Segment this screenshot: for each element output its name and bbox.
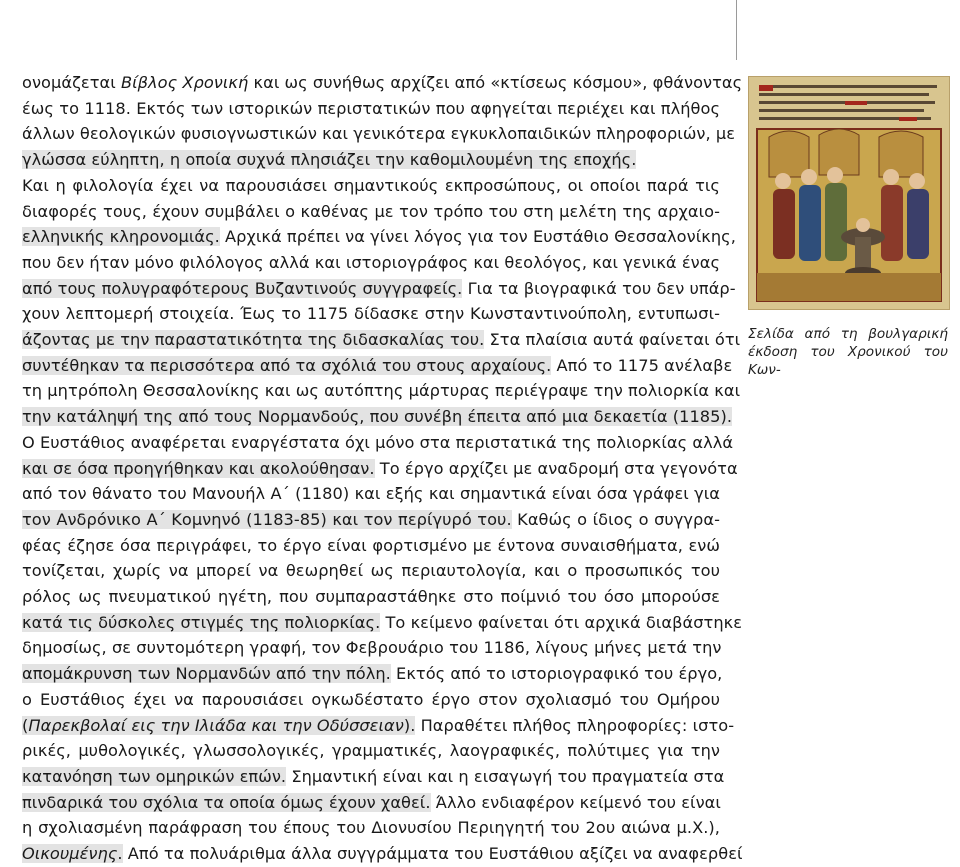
text-line xyxy=(22,121,736,147)
text-run: Βίβλος Χρονική xyxy=(120,73,249,92)
text-line xyxy=(22,713,735,739)
text-run: Από το 1175 ανέλαβε xyxy=(551,355,733,375)
highlighted-text: γλώσσα εύληπτη, η οποία συχνά πλησιάζει την καθομιλουμένη της εποχής. xyxy=(22,150,637,170)
text-line xyxy=(22,378,741,404)
text-line xyxy=(22,815,720,841)
text-run: διαφορές τους, έχουν συμβάλει ο καθένας με τον τρόπο του στη μελέτη της αρχαιο- xyxy=(22,201,720,221)
text-run: ο Ευστάθιος έχει να παρουσιάσει ογκωδέστατο έργο στον σχολιασμό του Ομήρου xyxy=(22,689,720,709)
text-line xyxy=(22,353,733,379)
highlighted-text: την κατάληψή της από τους Νορμανδούς, που συνέβη έπειτα από μια δεκαετία (1185). xyxy=(22,407,733,427)
highlighted-text: κατά τις δύσκολες στιγμές της πολιορκίας. xyxy=(22,612,381,632)
caption-line-2: έκδοση του Χρονικού του Κων- xyxy=(748,344,948,378)
highlighted-text: άζοντας με την παραστατικότητα της διδασκαλίας του. xyxy=(22,330,485,350)
text-line xyxy=(22,790,720,816)
text-run: Από τα πολυάριθμα άλλα συγγράμματα του Ευστάθιου αξίζει να αναφερθεί xyxy=(122,844,743,864)
highlighted-text: ). xyxy=(403,715,416,735)
highlighted-text: Οικουμένης xyxy=(22,844,118,864)
caption-line-1: Σελίδα από τη βουλγαρική xyxy=(748,326,948,342)
text-line xyxy=(22,610,743,636)
text-run: Άλλο ενδιαφέρον κείμενό του είναι xyxy=(430,792,721,812)
text-run: φέας έζησε όσα περιγράφει, το έργο είναι φορτισμένο με έντονα συναισθήματα, ενώ xyxy=(22,535,720,555)
text-run: που δεν ήταν μόνο φιλόλογος αλλά και ιστοριογράφος και θεολόγος, και γενικά ένας xyxy=(22,252,720,272)
text-run: Το έργο αρχίζει με αναδρομή στα γεγονότα xyxy=(374,458,738,478)
text-run: Ο Ευστάθιος αναφέρεται εναργέστατα όχι μόνο στα περιστατικά της πολιορκίας αλλά xyxy=(22,432,734,452)
highlighted-text: πινδαρικά του σχόλια τα οποία όμως έχουν χαθεί. xyxy=(22,792,431,812)
text-line xyxy=(22,276,736,302)
text-run: έως το 1118. Εκτός των ιστορικών περιστατικών που αφηγείται περιέχει και πλήθος xyxy=(22,98,720,118)
text-run: Σημαντική είναι και η εισαγωγή του πραγματεία στα xyxy=(286,766,725,786)
text-run: Και η φιλολογία έχει να παρουσιάσει σημαντικούς εκπροσώπους, οι οποίοι παρά τις xyxy=(22,175,720,195)
text-line xyxy=(22,70,743,96)
text-line xyxy=(22,481,720,507)
text-run: δημοσίως, σε συντομότερη γραφή, τον Φεβρουάριο του 1186, λίγους μήνες μετά την xyxy=(22,638,722,658)
highlighted-text: ( xyxy=(22,715,29,735)
text-line xyxy=(22,764,725,790)
text-run: Το κείμενο φαίνεται ότι αρχικά διαβάστηκε xyxy=(380,612,743,632)
text-run: τη μητρόπολη Θεσσαλονίκης και ως αυτόπτης μάρτυρας περιέγραψε την πολιορκία και xyxy=(22,381,741,401)
highlighted-text: . xyxy=(117,844,123,864)
text-line xyxy=(22,738,720,764)
text-line xyxy=(22,327,741,353)
text-line xyxy=(22,661,723,687)
highlighted-text: από τους πολυγραφότερους Βυζαντινούς συγγραφείς. xyxy=(22,278,463,298)
text-run: και ως συνήθως αρχίζει από «κτίσεως κόσμου», φθάνοντας xyxy=(248,73,743,92)
text-run: ρικές, μυθολογικές, γλωσσολογικές, γραμματικές, λαογραφικές, πολύτιμες για την xyxy=(22,741,720,761)
manuscript-miniature-image xyxy=(749,77,949,309)
text-line xyxy=(22,841,743,867)
text-line xyxy=(22,199,720,225)
text-line xyxy=(22,584,720,610)
text-run: τονίζεται, χωρίς να μπορεί να θεωρηθεί ως περιαυτολογία, και ο προσωπικός του xyxy=(22,561,720,581)
text-run: Στα πλαίσια αυτά φαίνεται ότι xyxy=(484,330,741,350)
text-line xyxy=(22,456,738,482)
text-run: Αρχικά πρέπει να γίνει λόγος για τον Ευστάθιο Θεσσαλονίκης, xyxy=(219,227,736,247)
text-run: Για τα βιογραφικά του δεν υπάρ- xyxy=(462,278,736,298)
text-run: Παραθέτει πλήθος πληροφορίες: ιστο- xyxy=(415,715,735,735)
text-run: Καθώς ο ίδιος ο συγγρα- xyxy=(511,509,720,529)
text-run: από τον θάνατο του Μανουήλ Α΄ (1180) και εξής και σημαντικά είναι όσα γράφει για xyxy=(22,484,720,504)
highlighted-text: και σε όσα προηγήθηκαν και ακολούθησαν. xyxy=(22,458,375,478)
text-line xyxy=(22,147,720,173)
text-run: άλλων θεολογικών φυσιογνωστικών και γενικότερα εγκυκλοπαιδικών πληροφοριών, με xyxy=(22,124,736,144)
text-run: η σχολιασμένη παράφραση του έπους του Διονυσίου Περιηγητή του 2ου αιώνα μ.Χ.), xyxy=(22,818,720,838)
highlighted-text: τον Ανδρόνικο Α΄ Κομνηνό (1183-85) και τον περίγυρό του. xyxy=(22,509,512,529)
manuscript-illustration xyxy=(748,76,950,310)
text-run: Εκτός από το ιστοριογραφικό του έργο, xyxy=(390,664,723,684)
text-line xyxy=(22,96,720,122)
text-line xyxy=(22,533,720,559)
highlighted-text: Παρεκβολαί εις την Ιλιάδα και την Οδύσσειαν xyxy=(28,715,404,735)
text-line xyxy=(22,430,734,456)
text-line xyxy=(22,635,720,661)
highlighted-text: απομάκρυνση των Νορμανδών από την πόλη. xyxy=(22,664,391,684)
text-line xyxy=(22,558,720,584)
text-line xyxy=(22,507,720,533)
highlighted-text: συντέθηκαν τα περισσότερα από τα σχόλιά του στους αρχαίους. xyxy=(22,355,552,375)
highlighted-text: ελληνικής κληρονομιάς. xyxy=(22,227,220,247)
column-divider-rule xyxy=(736,0,737,60)
text-line xyxy=(22,250,720,276)
main-text-column xyxy=(22,70,743,867)
text-line xyxy=(22,687,720,713)
highlighted-text: κατανόηση των ομηρικών επών. xyxy=(22,766,287,786)
text-line xyxy=(22,301,720,327)
text-run: χουν λεπτομερή στοιχεία. Έως το 1175 δίδασκε στην Κωνσταντινούπολη, εντυπωσι- xyxy=(22,304,720,324)
text-run: ρόλος ως πνευματικού ηγέτη, που συμπαραστάθηκε στο ποίμνιό του όσο μπορούσε xyxy=(22,587,720,607)
figure-caption xyxy=(748,325,948,379)
text-run: ονομάζεται xyxy=(22,73,121,92)
text-line xyxy=(22,224,736,250)
text-line xyxy=(22,404,733,430)
text-line xyxy=(22,173,720,199)
